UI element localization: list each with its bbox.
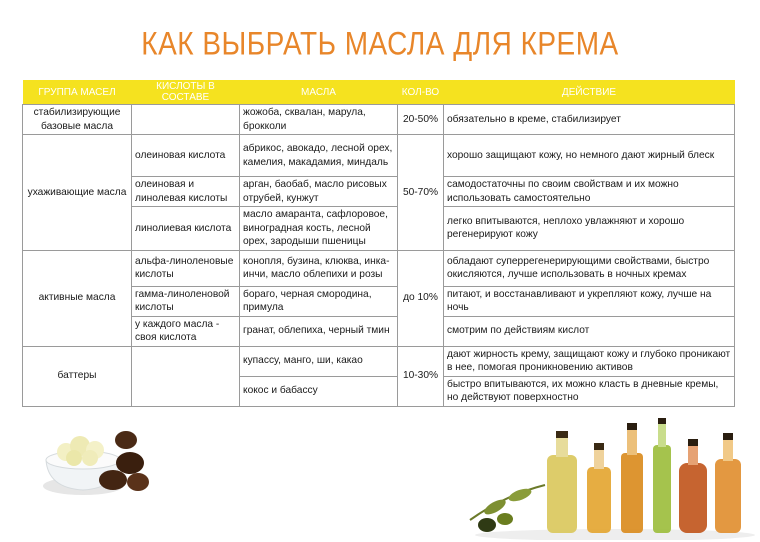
amount-cell: до 10% [398,250,444,346]
table-header-row [23,80,735,105]
acid-cell: олеиновая и линолевая кислоты [132,177,240,207]
column-header-action: ДЕЙСТВИЕ [444,80,735,105]
acid-cell: линолиевая кислота [132,207,240,251]
oils-cell: абрикос, авокадо, лесной орех, камелия, макадамия, миндаль [240,135,398,177]
acid-cell: олеиновая кислота [132,135,240,177]
oil-bottles-illustration [465,415,755,540]
table-row [23,346,735,376]
acid-cell [132,105,240,135]
group-cell: стабилизирующие базовые масла [23,105,132,135]
action-cell: обладают суперрегенерирующими свойствами, быстро окисляются, лучше использовать в ночных кремах [444,250,735,286]
oils-cell: купассу, манго, ши, какао [240,346,398,376]
amount-cell: 50-70% [398,135,444,251]
acid-cell: гамма-линоленовой кислоты [132,286,240,316]
oils-table [22,80,735,407]
amount-cell: 10-30% [398,346,444,406]
oils-cell: конопля, бузина, клюква, инка-инчи, масло облепихи и розы [240,250,398,286]
group-cell: баттеры [23,346,132,406]
page-title: КАК ВЫБРАТЬ МАСЛА ДЛЯ КРЕМА [141,25,619,62]
oils-cell: бораго, черная смородина, примула [240,286,398,316]
table-row [23,135,735,177]
acid-cell: альфа-линоленовые кислоты [132,250,240,286]
action-cell: самодостаточны по своим свойствам и их можно использовать самостоятельно [444,177,735,207]
oils-cell: жожоба, сквалан, марула, брокколи [240,105,398,135]
action-cell: дают жирность крему, защищают кожу и глубоко проникают в нее, помогая проникновению активов [444,346,735,376]
column-header-acids: КИСЛОТЫ В СОСТАВЕ [132,80,240,105]
group-cell: активные масла [23,250,132,346]
oils-cell: гранат, облепиха, черный тмин [240,316,398,346]
table-row [23,105,735,135]
acid-cell [132,346,240,406]
column-header-group: ГРУППА МАСЕЛ [23,80,132,105]
action-cell: обязательно в креме, стабилизирует [444,105,735,135]
oils-cell: масло амаранта, сафлоровое, виноградная кость, лесной орех, зародыши пшеницы [240,207,398,251]
oils-cell: кокос и бабассу [240,376,398,406]
action-cell: быстро впитываются, их можно класть в дневные кремы, но действуют поверхностно [444,376,735,406]
group-cell: ухаживающие масла [23,135,132,251]
action-cell: легко впитываются, неплохо увлажняют и хорошо регенерируют кожу [444,207,735,251]
amount-cell: 20-50% [398,105,444,135]
acid-cell: у каждого масла - своя кислота [132,316,240,346]
table-row [23,250,735,286]
column-header-amount: КОЛ-ВО [398,80,444,105]
action-cell: смотрим по действиям кислот [444,316,735,346]
column-header-oils: МАСЛА [240,80,398,105]
butter-bowl-illustration [38,418,158,498]
oils-cell: арган, баобаб, масло рисовых отрубей, кунжут [240,177,398,207]
action-cell: питают, и восстанавливают и укрепляют кожу, лучше на ночь [444,286,735,316]
action-cell: хорошо защищают кожу, но немного дают жирный блеск [444,135,735,177]
